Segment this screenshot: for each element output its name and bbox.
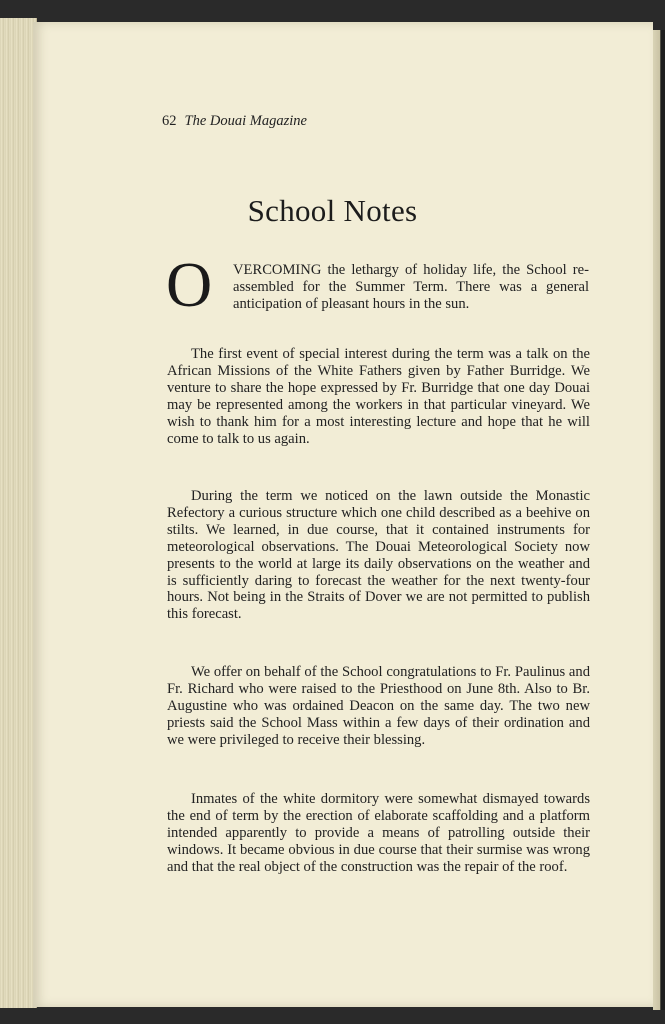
paragraph-1: The first event of special interest during the term was a talk on the African Missions of the White Fathers given by Father Burridge. We venture to share the hope expressed by Fr. Burridge that one day Douai may be represented among the workers in that particular vineyard. We wish to thank him for a most interesting lecture and hope that he will come to talk to us again. — [167, 346, 590, 447]
page-number: 62 — [162, 113, 177, 129]
drop-cap: O — [166, 249, 213, 320]
intro-text: VERCOMING the lethargy of holiday life, the School re-assembled for the Summer Term. There was a general anticipation of pleasant hours in the sun. — [233, 262, 589, 312]
intro-paragraph — [166, 262, 589, 313]
book-right-edge — [653, 30, 665, 1010]
magazine-title: The Douai Magazine — [184, 113, 307, 129]
running-header — [162, 113, 307, 130]
book-page-edges — [0, 18, 37, 1008]
article-title: School Notes — [247, 193, 418, 228]
paragraph-2: During the term we noticed on the lawn outside the Monastic Refectory a curious structure which one child described as a beehive on stilts. We learned, in due course, that it contained instruments for meteorological observations. The Douai Meteorological Society now presents to the world at large its daily observations on the weather and is sufficiently daring to forecast the weather for the next twenty-four hours. Not being in the Straits of Dover we are not permitted to publish this forecast. — [167, 488, 590, 623]
paragraph-4: Inmates of the white dormitory were somewhat dismayed towards the end of term by the erection of elaborate scaffolding and a platform intended apparently to provide a means of patrolling outside their windows. It became obvious in due course that their surmise was wrong and that the real object of the construction was the repair of the roof. — [167, 791, 590, 875]
paragraph-3: We offer on behalf of the School congratulations to Fr. Paulinus and Fr. Richard who were raised to the Priesthood on June 8th. Also to Br. Augustine who was ordained Deacon on the same day. The two new priests said the School Mass within a few days of their ordination and we were privileged to receive their blessing. — [167, 664, 590, 748]
